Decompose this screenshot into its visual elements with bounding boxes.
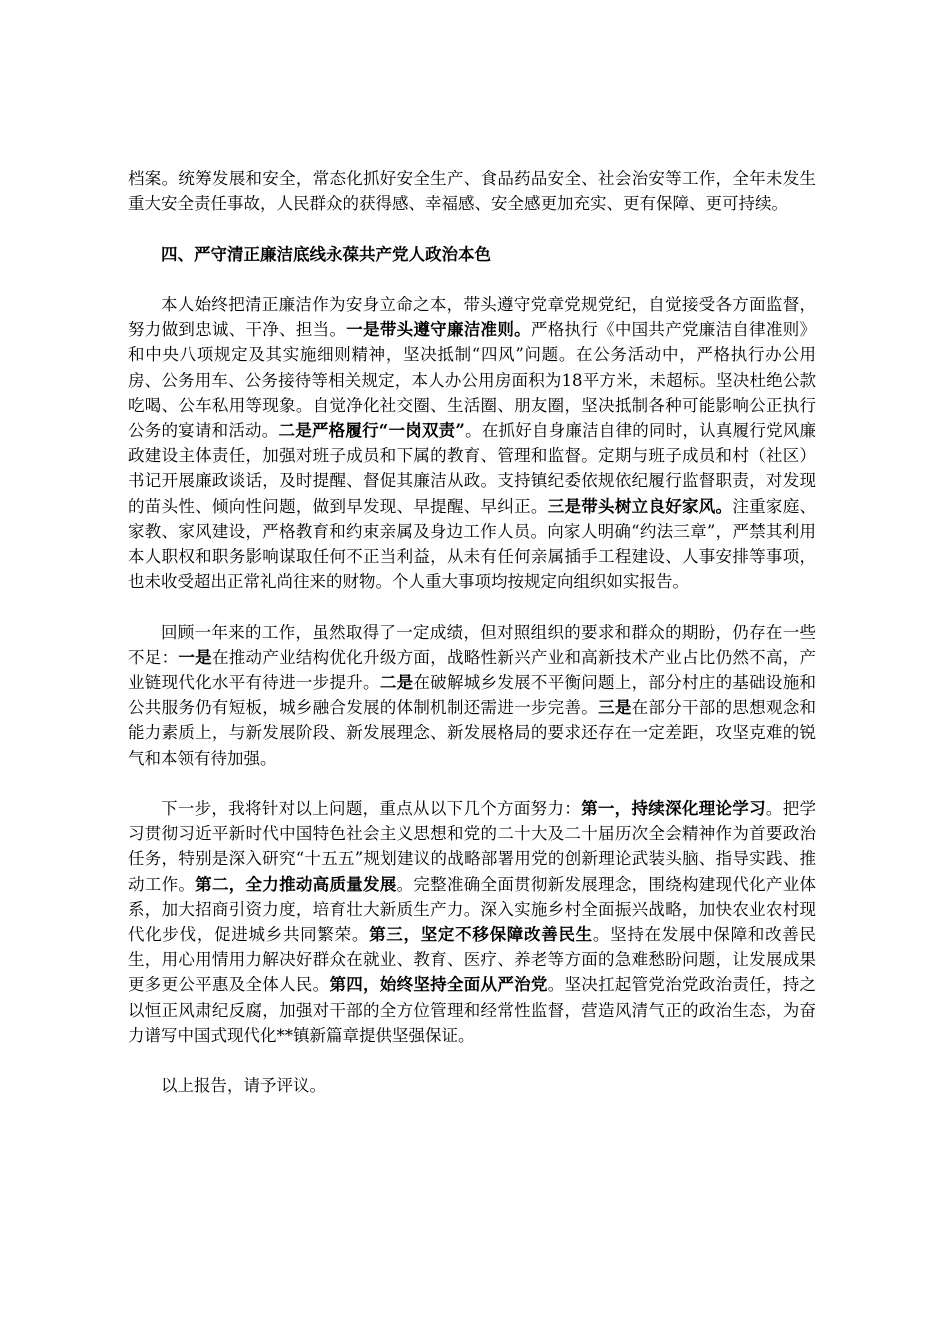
paragraph-integrity	[128, 292, 816, 594]
text-run: 本人始终把清正廉洁作为安身立命之本，带头遵守党章党规党纪，自觉接受各方面监督，努力做到忠诚、干净、担当。	[128, 294, 816, 340]
text-run: 以上报告，请予评议。	[161, 1076, 326, 1096]
paragraph-shortcomings	[128, 620, 816, 771]
text-run: 档案。统筹发展和安全，常态化抓好安全生产、食品药品安全、社会治安等工作，全年未发生重大安全责任事故，人民群众的获得感、幸福感、安全感更加充实、更有保障、更可持续。	[128, 169, 816, 214]
text-run: 在部分干部的思想观念和能力素质上，与新发展阶段、新发展理念、新发展格局的要求还存在一定差距，攻坚克难的锐气和本领有待加强。	[128, 698, 817, 768]
text-run: 。完整准确全面贯彻新发展理念，围绕构建现代化产业体系，加大招商引资力度，培育壮大新质生产力。深入实施乡村全面振兴战略，加快农业农村现代化步伐，促进城乡共同繁荣。	[128, 874, 817, 945]
bold-run: 一是带头遵守廉洁准则。	[346, 320, 531, 340]
section-heading-4	[128, 242, 816, 267]
text-run: 下一步，我将针对以上问题，重点从以下几个方面努力：	[161, 799, 582, 819]
text-run: 严格执行《中国共产党廉洁自律准则》和中央八项规定及其实施细则精神，坚决抵制“四风”问题。在公务活动中，严格执行办公用房、公务用车、公务接待等相关规定，本人办公用房面积为18平方米，未超标。坚决杜绝公款吃喝、公车私用等现象。自觉净化社交圈、生活圈、朋友圈，坚决抵制各种可能影响公正执行公务的宴请和活动。	[128, 320, 817, 440]
text-run: 。坚决扛起管党治党政治责任，持之以恒正风肃纪反腐，加强对干部的全方位管理和经常性监督，营造风清气正的政治生态，为奋力谱写中国式现代化**镇新篇章提供坚强保证。	[128, 975, 817, 1045]
text-run: 。把学习贯彻习近平新时代中国特色社会主义思想和党的二十大及二十届历次全会精神作为首要政治任务，特别是深入研究“十五五”规划建议的战略部署用党的创新理论武装头脑、指导实践、推动工作。	[128, 799, 817, 894]
paragraph-next-steps	[128, 796, 816, 1048]
text-run: 回顾一年来的工作，虽然取得了一定成绩，但对照组织的要求和群众的期盼，仍存在一些不足：	[128, 622, 816, 667]
bold-run: 二是严格履行“一岗双责”	[278, 421, 465, 440]
bold-run: 二是	[379, 673, 414, 693]
heading-text: 四、严守清正廉洁底线永葆共产党人政治本色	[161, 244, 491, 264]
bold-run: 一是	[178, 647, 212, 667]
paragraph-closing	[128, 1073, 816, 1098]
bold-run: 三是	[598, 698, 632, 718]
bold-run: 三是带头树立良好家风。	[547, 496, 733, 516]
bold-run: 第一，持续深化理论学习	[581, 799, 766, 819]
bold-run: 第三，坚定不移保障改善民生	[369, 925, 593, 945]
document-page	[128, 166, 816, 1124]
bold-run: 第二，全力推动高质量发展	[195, 874, 397, 894]
text-run: 在推动产业结构优化升级方面，战略性新兴产业和高新技术产业占比仍然不高，产业链现代化水平有待进一步提升。	[128, 647, 817, 693]
paragraph-safety-summary	[128, 166, 816, 216]
text-run: 注重家庭、家教、家风建设，严格教育和约束亲属及身边工作人员。向家人明确“约法三章”，严禁其利用本人职权和职务影响谋取任何不正当利益，从未有任何亲属插手工程建设、人事安排等事项，也未收受超出正常礼尚往来的财物。个人重大事项均按规定向组织如实报告。	[128, 496, 817, 592]
text-run: 。在抓好自身廉洁自律的同时，认真履行党风廉政建设主体责任，加强对班子成员和下属的教育、管理和监督。定期与班子成员和村（社区）书记开展廉政谈话，及时提醒、督促其廉洁从政。支持镇纪委依规依纪履行监督职责，对发现的苗头性、倾向性问题，做到早发现、早提醒、早纠正。	[128, 421, 817, 516]
text-run: 。坚持在发展中保障和改善民生，用心用情用力解决好群众在就业、教育、医疗、养老等方面的急难愁盼问题，让发展成果更多更公平惠及全体人民。	[128, 925, 817, 995]
bold-run: 第四，始终坚持全面从严治党	[329, 975, 548, 995]
text-run: 在破解城乡发展不平衡问题上，部分村庄的基础设施和公共服务仍有短板，城乡融合发展的体制机制还需进一步完善。	[128, 673, 817, 718]
